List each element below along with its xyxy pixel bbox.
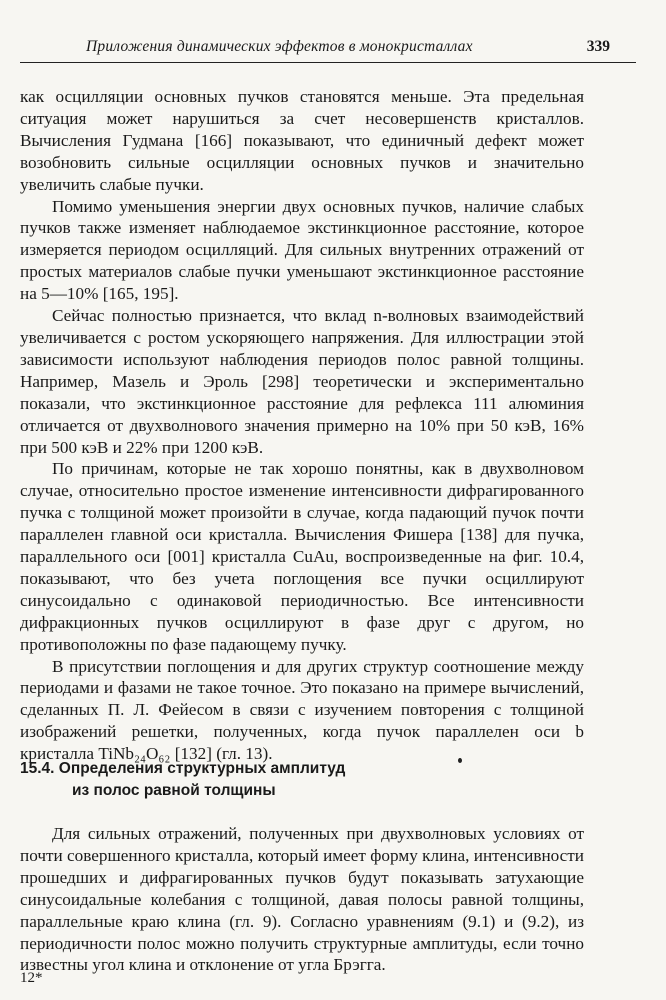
- paragraph: Помимо уменьшения энергии двух основных пучков, наличие слабых пучков также изменяет наблюдаемое экстинкционное расстояние, которое измеряется периодом осцилляций. Для сильных внутренних отражений от простых материалов слабые пучки уменьшают экстинкционное расстояние на 5—10% [165, 195].: [20, 196, 584, 304]
- page-header: [20, 34, 636, 63]
- printer-signature: 12*: [20, 970, 43, 986]
- paragraph: как осцилляции основных пучков становятся меньше. Эта предельная ситуация может нарушиться за счет несовершенств кристаллов. Вычисления Гудмана [166] показывают, что единичный дефект может возобновить сильные осцилляции основных пучков и значительно увеличить слабые пучки.: [20, 87, 584, 194]
- running-head: Приложения динамических эффектов в монокристаллах: [86, 38, 473, 55]
- main-text: [20, 86, 584, 765]
- paragraph: Сейчас полностью признается, что вклад n-волновых взаимодействий увеличивается с ростом ускоряющего напряжения. Для иллюстрации этой зависимости используют наблюдения периодов полос равной толщины. Например, Мазель и Эроль [298] теоретически и экспериментально показали, что экстинкционное расстояние для рефлекса 111 алюминия отличается от двухволнового значения примерно на 10% при 50 кэВ, 16% при 500 кэВ и 22% при 1200 кэВ.: [20, 306, 584, 457]
- section-title-line2: из полос равной толщины: [72, 782, 276, 799]
- section-title-line1: 15.4. Определения структурных амплитуд: [20, 760, 346, 777]
- section-title: [20, 758, 500, 802]
- paragraph: По причинам, которые не так хорошо понятны, как в двухволновом случае, относительно простое изменение интенсивности дифрагированного пучка с толщиной может произойти в случае, когда падающий пучок почти параллелен главной оси кристалла. Вычисления Фишера [138] для пучка, параллельного оси [001] кристалла CuAu, воспроизведенные на фиг. 10.4, показывают, что без учета поглощения все пучки осциллируют синусоидально с одинаковой периодичностью. Все интенсивности дифракционных пучков осциллируют в фазе друг с другом, но противоположны по фазе падающему пучку.: [20, 459, 584, 654]
- page-number: 339: [586, 38, 610, 55]
- section-paragraph: Для сильных отражений, полученных при двухволновых условиях от почти совершенного кристалла, который имеет форму клина, интенсивности прошедших и дифрагированных пучков будут показывать затухающие синусоидальные колебания с толщиной, давая полосы равной толщины, параллельные краю клина (гл. 9). Согласно уравнениям (9.1) и (9.2), из периодичности полос можно получить структурные амплитуды, если точно известны угол клина и отклонение от угла Брэгга.: [20, 824, 584, 975]
- paragraph: В присутствии поглощения и для других структур соотношение между периодами и фазами не такое точное. Это показано на примере вычислений, сделанных П. Л. Фейесом в связи с изучением повторения с толщиной изображений решетки, полученных, когда пучок параллелен оси b кристалла TiNb₂₄O₆₂ [132] (гл. 13).: [20, 656, 584, 764]
- section-text: [20, 823, 584, 976]
